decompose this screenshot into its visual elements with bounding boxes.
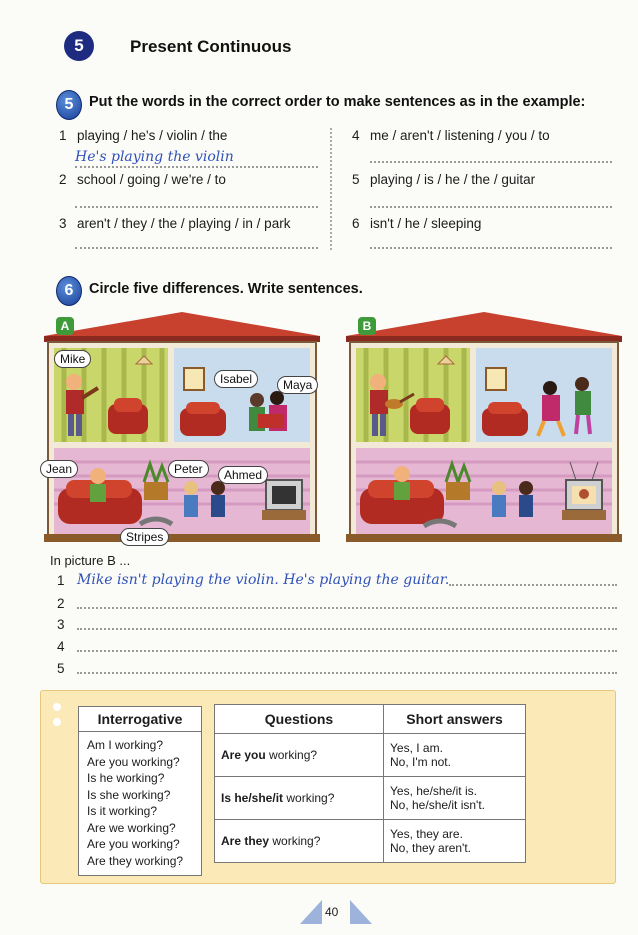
short-answer-cell: [384, 820, 526, 863]
ex5-answer-1: He's playing the violin: [75, 149, 234, 165]
interrogative-line: Are they working?: [87, 853, 184, 868]
difference-answer-row-5[interactable]: [57, 660, 617, 676]
page-number: 40: [325, 905, 339, 919]
item-words: me / aren't / listening / you / to: [370, 128, 550, 143]
difference-answer-1: Mike isn't playing the violin. He's playing the guitar.: [77, 572, 450, 588]
item-words: playing / he's / violin / the: [77, 128, 228, 143]
answer-dotted-line: [77, 616, 617, 630]
short-answer-yes: Yes, I am.: [390, 741, 443, 755]
label-maya: Maya: [277, 376, 318, 394]
table-header-row: [215, 705, 526, 734]
difference-answer-row-4[interactable]: [57, 638, 617, 654]
label-stripes: Stripes: [120, 528, 169, 546]
ex5-answer-line-3[interactable]: [75, 246, 318, 249]
bullet-dot: [53, 703, 61, 711]
interrogative-line: Are you working?: [87, 837, 180, 851]
short-answer-cell: [384, 734, 526, 777]
difference-answer-row-1[interactable]: [57, 572, 617, 588]
exercise-5-number: 5: [56, 90, 82, 120]
questions-header: Questions: [215, 705, 384, 734]
answer-dotted-line: [77, 638, 617, 652]
page-title: Present Continuous: [130, 37, 292, 56]
question-cell: [215, 734, 384, 777]
answer-dotted-line: [449, 572, 617, 586]
table-row: [215, 734, 526, 777]
ex5-answer-line-4[interactable]: [370, 160, 612, 163]
label-peter: Peter: [168, 460, 209, 478]
exercise-6-instruction: Circle five differences. Write sentences.: [89, 281, 363, 297]
item-number: 1: [59, 128, 67, 143]
bullet-dot: [53, 718, 61, 726]
ex5-answer-line-2[interactable]: [75, 205, 318, 208]
short-answer-no: No, they aren't.: [390, 841, 471, 855]
interrogative-line: Is he working?: [87, 771, 165, 785]
exercise-5-instruction: Put the words in the correct order to make sentences as in the example:: [89, 94, 586, 110]
question-subject: Are they: [221, 834, 270, 848]
question-cell: [215, 820, 384, 863]
interrogative-header: Interrogative: [79, 707, 201, 732]
answer-number: 2: [57, 596, 65, 611]
ex5-item-1: [59, 128, 227, 143]
picture-a-tag: A: [56, 317, 74, 335]
item-number: 3: [59, 216, 67, 231]
picture-b: [346, 312, 622, 542]
ex5-item-2: [59, 172, 226, 187]
interrogative-panel: [78, 706, 202, 876]
column-divider: [330, 128, 332, 250]
interrogative-line: Are we working?: [87, 820, 176, 835]
house-a-illustration: [44, 312, 320, 542]
answers-lead: In picture B ...: [50, 553, 131, 568]
short-answer-cell: [384, 777, 526, 820]
question-subject: Is he/she/it: [221, 791, 284, 805]
picture-a: [44, 312, 320, 542]
answer-number: 4: [57, 639, 65, 654]
interrogative-line: Are you working?: [87, 754, 180, 769]
item-words: aren't / they / the / playing / in / park: [77, 216, 291, 231]
answer-dotted-line: [77, 660, 617, 674]
table-row: [215, 777, 526, 820]
short-answer-yes: Yes, they are.: [390, 827, 463, 841]
questions-table: [214, 704, 526, 863]
question-verb: working?: [269, 834, 321, 848]
ex5-item-6: [352, 216, 481, 231]
difference-answer-row-2[interactable]: [57, 595, 617, 611]
short-answer-no: No, he/she/it isn't.: [390, 798, 486, 812]
question-verb: working?: [265, 748, 318, 762]
label-mike: Mike: [54, 350, 91, 368]
picture-b-tag: B: [358, 317, 376, 335]
short-answer-yes: Yes, he/she/it is.: [390, 784, 477, 798]
ex5-item-4: [352, 128, 550, 143]
unit-number-badge: 5: [64, 31, 94, 61]
item-number: 2: [59, 172, 67, 187]
ex5-item-3: [59, 216, 290, 231]
label-jean: Jean: [40, 460, 78, 478]
interrogative-line: Is it working?: [87, 804, 158, 818]
house-b-illustration: [346, 312, 622, 542]
answer-number: 3: [57, 617, 65, 632]
ex5-answer-line-1[interactable]: [75, 148, 318, 168]
short-answers-header: Short answers: [384, 705, 526, 734]
difference-answer-row-3[interactable]: [57, 616, 617, 632]
item-number: 6: [352, 216, 360, 231]
exercise-6-number: 6: [56, 276, 82, 306]
question-cell: [215, 777, 384, 820]
table-row: [215, 820, 526, 863]
label-isabel: Isabel: [214, 370, 258, 388]
answer-number: 5: [57, 661, 65, 676]
interrogative-line: Am I working?: [87, 738, 164, 752]
item-words: school / going / we're / to: [77, 172, 226, 187]
question-subject: Are you: [221, 748, 266, 762]
label-ahmed: Ahmed: [218, 466, 268, 484]
answer-dotted-line: [77, 595, 617, 609]
item-words: isn't / he / sleeping: [370, 216, 482, 231]
interrogative-line: Is she working?: [87, 787, 171, 802]
short-answer-no: No, I'm not.: [390, 755, 451, 769]
answer-number: 1: [57, 573, 65, 588]
question-verb: working?: [283, 791, 335, 805]
ex5-item-5: [352, 172, 535, 187]
item-number: 5: [352, 172, 360, 187]
ex5-answer-line-6[interactable]: [370, 246, 612, 249]
item-number: 4: [352, 128, 360, 143]
ex5-answer-line-5[interactable]: [370, 205, 612, 208]
item-words: playing / is / he / the / guitar: [370, 172, 536, 187]
